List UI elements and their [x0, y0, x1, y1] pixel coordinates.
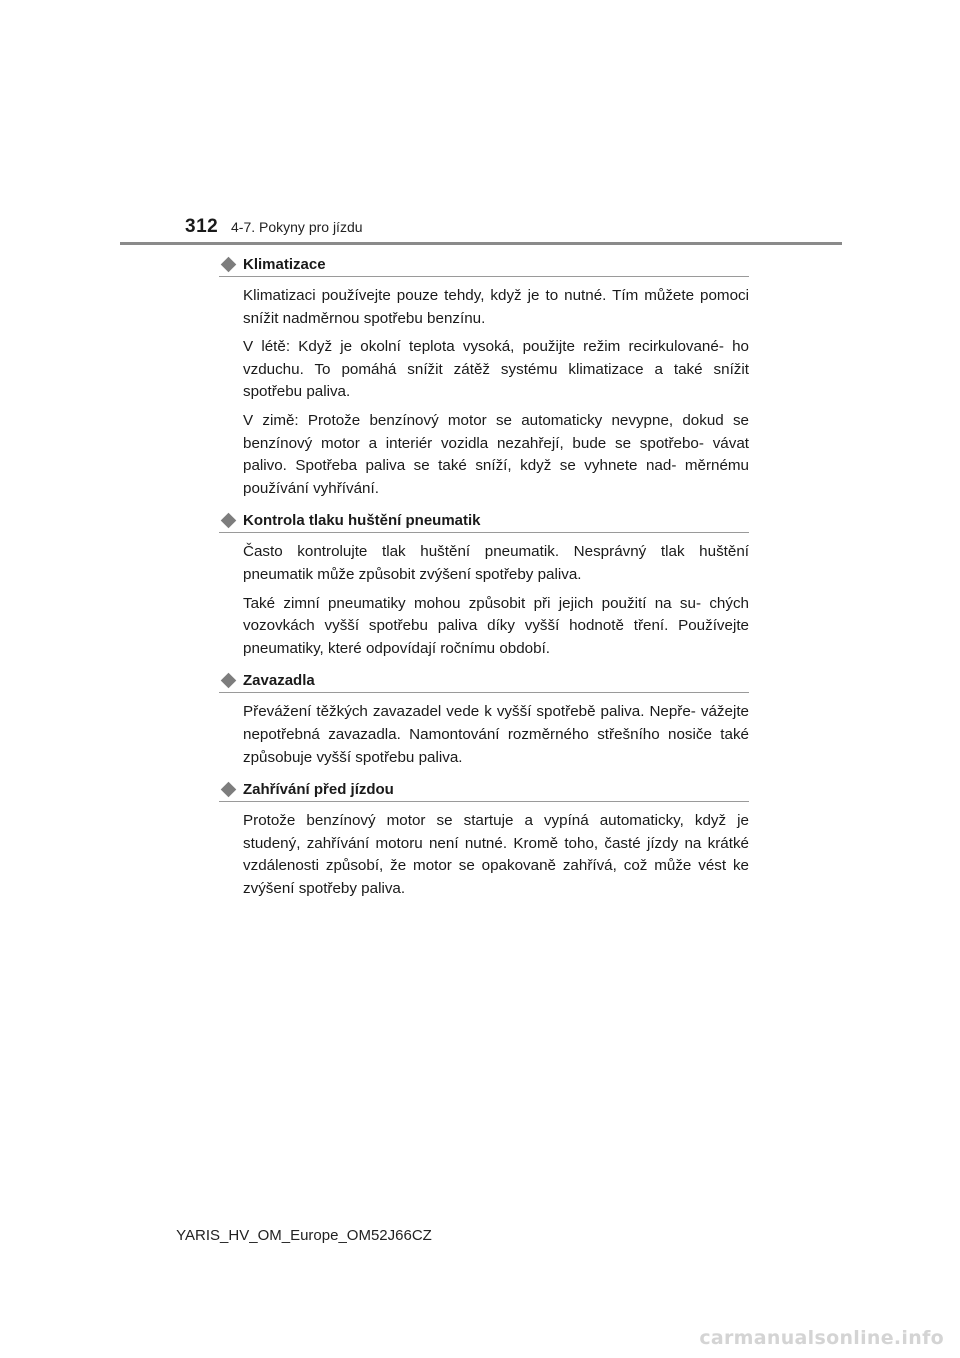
paragraph: Klimatizaci používejte pouze tehdy, když je to nutné. Tím můžete pomoci snížit nadměrnou spotřebu benzínu. [243, 287, 749, 327]
paragraph: V zimě: Protože benzínový motor se automaticky nevypne, dokud se benzínový motor a interiér vozidla nezahřejí, bude se spotřebo- vávat palivo. Spotřeba paliva se také sníží, když se vyhnete nad- měrnému používání vyhřívání. [243, 411, 749, 497]
paragraph: Také zimní pneumatiky mohou způsobit při jejich použití na su- chých vozovkách vyšší spotřebu paliva díky vyšší hodnotě tření. Používejte pneumatiky, které odpovídají ročnímu období. [243, 594, 749, 657]
section-warm-up [219, 777, 749, 900]
section-heading [219, 252, 749, 277]
document-code: YARIS_HV_OM_Europe_OM52J66CZ [176, 1227, 432, 1244]
paragraph: Protože benzínový motor se startuje a vypíná automaticky, když je studený, zahřívání motoru není nutné. Kromě toho, časté jízdy na krátké vzdálenosti způsobí, že motor se opakovaně zahřívá, což může vést ke zvýšení spotřeby paliva. [243, 812, 749, 897]
section-heading [219, 508, 749, 533]
section-klimatizace [219, 252, 749, 500]
section-tire-pressure [219, 508, 749, 660]
chapter-title: 4-7. Pokyny pro jízdu [231, 219, 363, 235]
watermark: carmanualsonline.info [699, 1327, 944, 1349]
page-number: 312 [185, 216, 219, 237]
header-divider [120, 242, 842, 245]
diamond-bullet-icon [221, 673, 237, 689]
section-title: Klimatizace [243, 255, 326, 273]
section-title: Zavazadla [243, 671, 315, 689]
diamond-bullet-icon [221, 256, 237, 272]
paragraph: Často kontrolujte tlak huštění pneumatik. Nesprávný tlak huštění pneumatik může způsobit zvýšení spotřeby paliva. [243, 543, 749, 583]
diamond-bullet-icon [221, 781, 237, 797]
section-heading [219, 668, 749, 693]
page-header [185, 216, 363, 238]
paragraph: Převážení těžkých zavazadel vede k vyšší spotřebě paliva. Nepře- vážejte nepotřebná zavazadla. Namontování rozměrného střešního nosiče také způsobuje vyšší spotřebu paliva. [243, 703, 749, 766]
paragraph: V létě: Když je okolní teplota vysoká, použijte režim recirkulované- ho vzduchu. To pomáhá snížit zátěž systému klimatizace a také snížit spotřebu paliva. [243, 338, 749, 401]
section-title: Kontrola tlaku huštění pneumatik [243, 511, 481, 529]
diamond-bullet-icon [221, 513, 237, 529]
section-title: Zahřívání před jízdou [243, 780, 394, 798]
page-content [219, 252, 749, 908]
section-heading [219, 777, 749, 802]
section-luggage [219, 668, 749, 769]
